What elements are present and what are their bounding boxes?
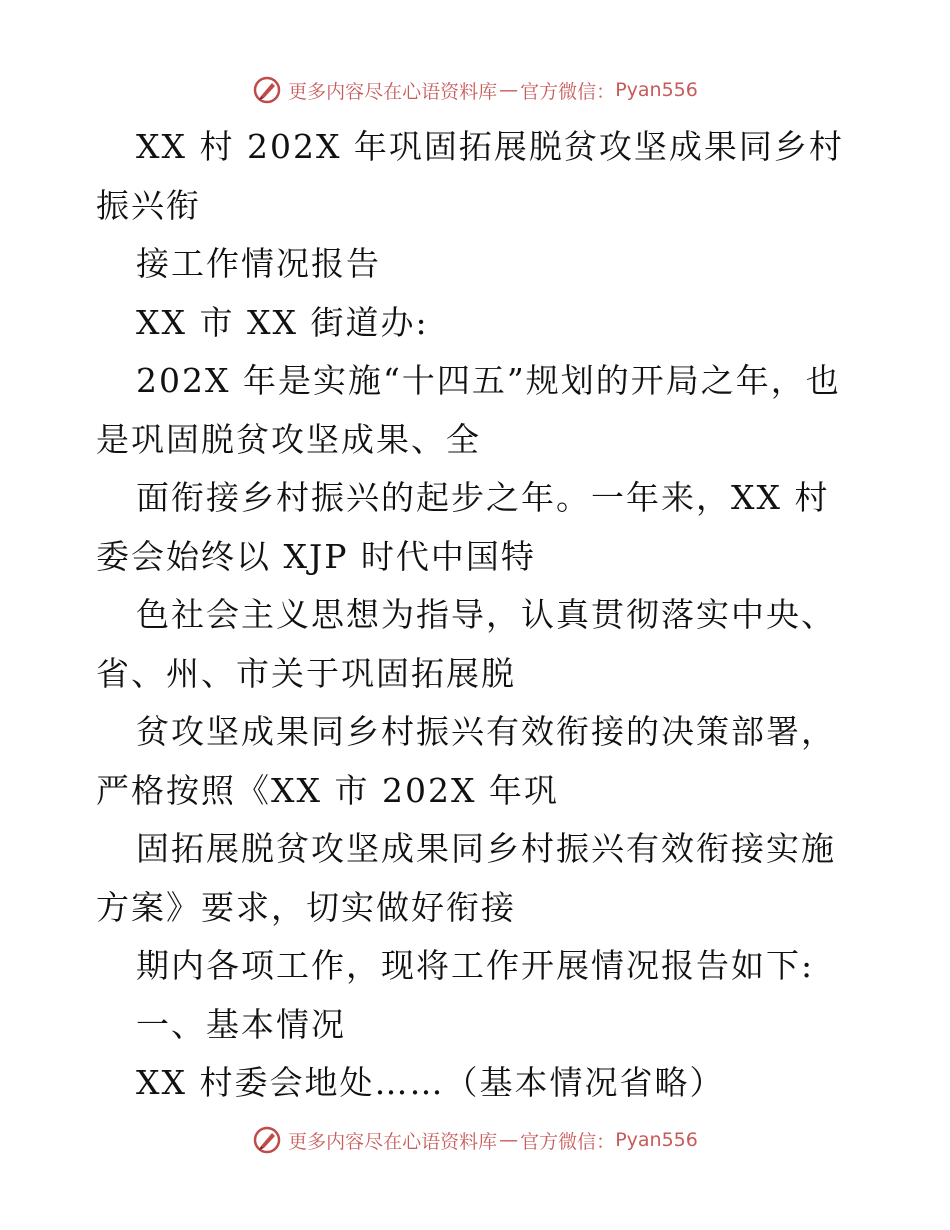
body-paragraph: 期内各项工作，现将工作开展情况报告如下: [136, 946, 815, 985]
document-body [96, 118, 856, 1113]
watermark-wechat-account: Pyan556 [615, 1129, 698, 1151]
section-heading: 一、基本情况 [136, 1004, 346, 1044]
watermark-wechat-label: 官方微信： [520, 1130, 616, 1153]
document-title-line-2: 接工作情况报告 [136, 244, 381, 283]
body-paragraph: XX 村委会地处……（基本情况省略） [136, 1063, 725, 1102]
body-paragraph: 贫攻坚成果同乡村振兴有效衔接的决策部署，严格按照《XX 市 202X 年巩 [96, 712, 836, 810]
body-paragraph: 色社会主义思想为指导，认真贯彻落实中央、省、州、市关于巩固拓展脱 [96, 595, 836, 693]
salutation: XX 市 XX 街道办: [136, 302, 429, 342]
watermark-separator: — [499, 1129, 519, 1151]
body-paragraph: 固拓展脱贫攻坚成果同乡村振兴有效衔接实施方案》要求，切实做好衔接 [96, 829, 836, 927]
body-paragraph: 面衔接乡村振兴的起步之年。一年来，XX 村委会始终以 XJP 时代中国特 [96, 478, 830, 576]
watermark-header [0, 70, 950, 110]
body-paragraph: 202X 年是实施“十四五”规划的开局之年，也是巩固脱贫攻坚成果、全 [96, 361, 841, 459]
watermark-text: 更多内容尽在心语资料库 [288, 1130, 498, 1153]
watermark-separator: — [499, 79, 519, 101]
watermark-wechat-account: Pyan556 [615, 79, 698, 101]
watermark-text: 更多内容尽在心语资料库 [288, 80, 498, 103]
document-title-line-1: XX 村 202X 年巩固拓展脱贫攻坚成果同乡村振兴衔 [96, 127, 844, 225]
watermark-footer [0, 1120, 950, 1160]
pen-logo-icon [252, 1125, 282, 1155]
watermark-wechat-label: 官方微信： [520, 80, 616, 103]
pen-logo-icon [252, 75, 282, 105]
